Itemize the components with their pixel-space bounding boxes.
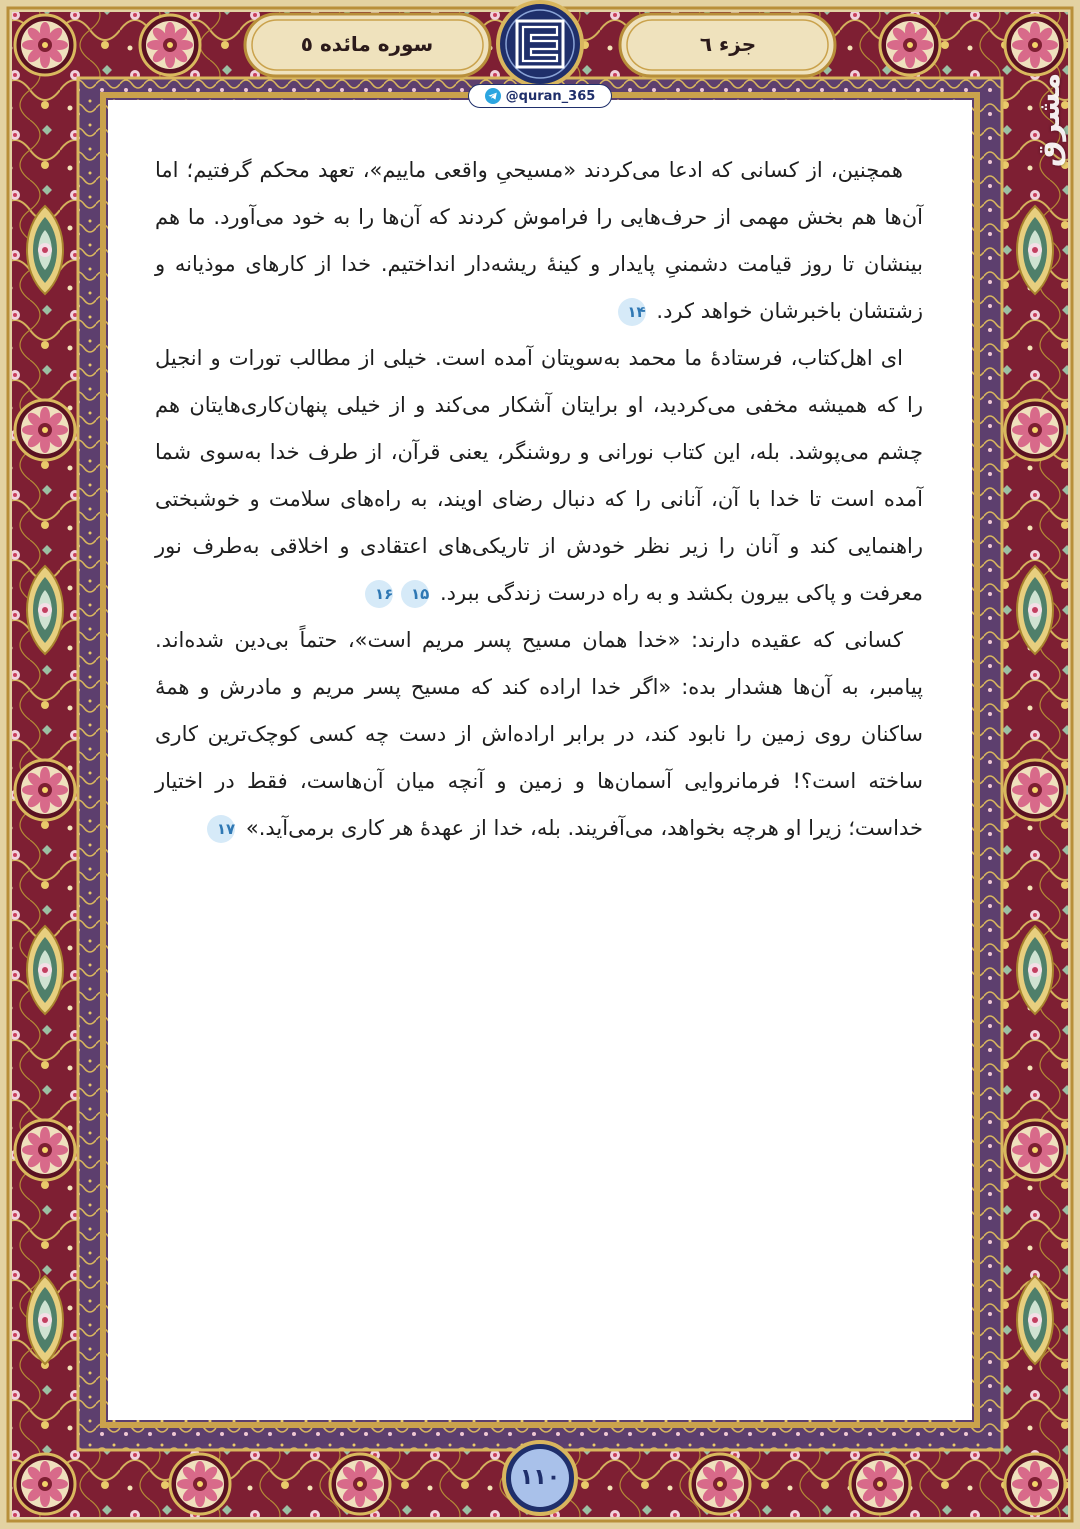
paragraph: [155, 617, 923, 852]
border-rosette: [1005, 400, 1065, 460]
paragraph-text: همچنین، از کسانی که ادعا می‌کردند «مسیحیِ واقعی ماییم»، تعهد محکم گرفتیم؛ اما آن‌ها هم بخش مهمی از حرف‌هایی را فراموش کردند که آن‌ها را به خود می‌آورد. ما هم بینشان تا روز قیامت دشمنیِ پایدار و کینهٔ ریشه‌دار انداختیم. خدا از کارهای موذیانه و زشتشان باخبرشان خواهد کرد.: [155, 158, 923, 323]
border-rosette: [1005, 760, 1065, 820]
verse-number-badge: ۱۶: [365, 580, 393, 608]
border-rosette: [170, 1454, 230, 1514]
verse-number-badge: ۱۴: [618, 298, 646, 326]
surah-title: سوره مائده ٥: [300, 32, 434, 56]
watermark-logo: مشرق: [1032, 72, 1067, 168]
paragraph: [155, 335, 923, 617]
paragraph-text: ای اهل‌کتاب، فرستادهٔ ما محمد به‌سویتان آمده است. خیلی از مطالب تورات و انجیل را که همیشه مخفی می‌کردید، او برایتان آشکار می‌کند و از خیلی پنهان‌کاری‌هایتان هم چشم می‌پوشد. بله، این کتاب نورانی و روشنگر، یعنی قرآن، از طرف خدا به‌سوی شما آمده است تا خدا با آن، آنانی را که دنبال رضای اویند، به راه‌های سلامت و خوشبختی راهنمایی کند و آنان را زیر نظر خودش از تاریکی‌های اعتقادی و اخلاقی به‌طرف نور معرفت و پاکی بیرون بکشد و به راه درست زندگی ببرد.: [155, 346, 923, 605]
border-rosette: [140, 15, 200, 75]
border-rosette: [15, 1120, 75, 1180]
border-rosette: [1005, 1120, 1065, 1180]
border-rosette: [330, 1454, 390, 1514]
corner-rosette: [15, 1454, 75, 1514]
corner-rosette: [1005, 1454, 1065, 1514]
corner-rosette: [15, 15, 75, 75]
paragraph: [155, 147, 923, 335]
page-number: ۱۱۰: [519, 1465, 561, 1490]
verse-number-badge: ۱۵: [401, 580, 429, 608]
telegram-icon: [485, 88, 501, 104]
channel-handle: @quran_365: [505, 88, 596, 104]
verse-number-badge: ۱۷: [207, 815, 235, 843]
border-rosette: [15, 760, 75, 820]
border-rosette: [15, 400, 75, 460]
translation-text: [155, 147, 923, 852]
border-rosette: [690, 1454, 750, 1514]
channel-badge: [468, 84, 612, 108]
border-rosette: [880, 15, 940, 75]
border-rosette: [850, 1454, 910, 1514]
kufic-medallion-icon: [498, 2, 582, 86]
juz-title: جزء ٦: [699, 32, 757, 56]
paragraph-text: کسانی که عقیده دارند: «خدا همان مسیح پسر مریم است»، حتماً بی‌دین شده‌اند. پیامبر، به آن‌ها هشدار بده: «اگر خدا اراده کند که مسیح پسر مریم و مادرش و همهٔ ساکنان روی زمین را نابود کند، در برابر اراده‌اش از دست چه کسی کوچک‌ترین کاری ساخته است؟! فرمانروایی آسمان‌ها و زمین و آنچه میان آن‌هاست، فقط در اختیار خداست؛ زیرا او هرچه بخواهد، می‌آفریند. بله، خدا از عهدهٔ هر کاری برمی‌آید.»: [155, 628, 923, 840]
